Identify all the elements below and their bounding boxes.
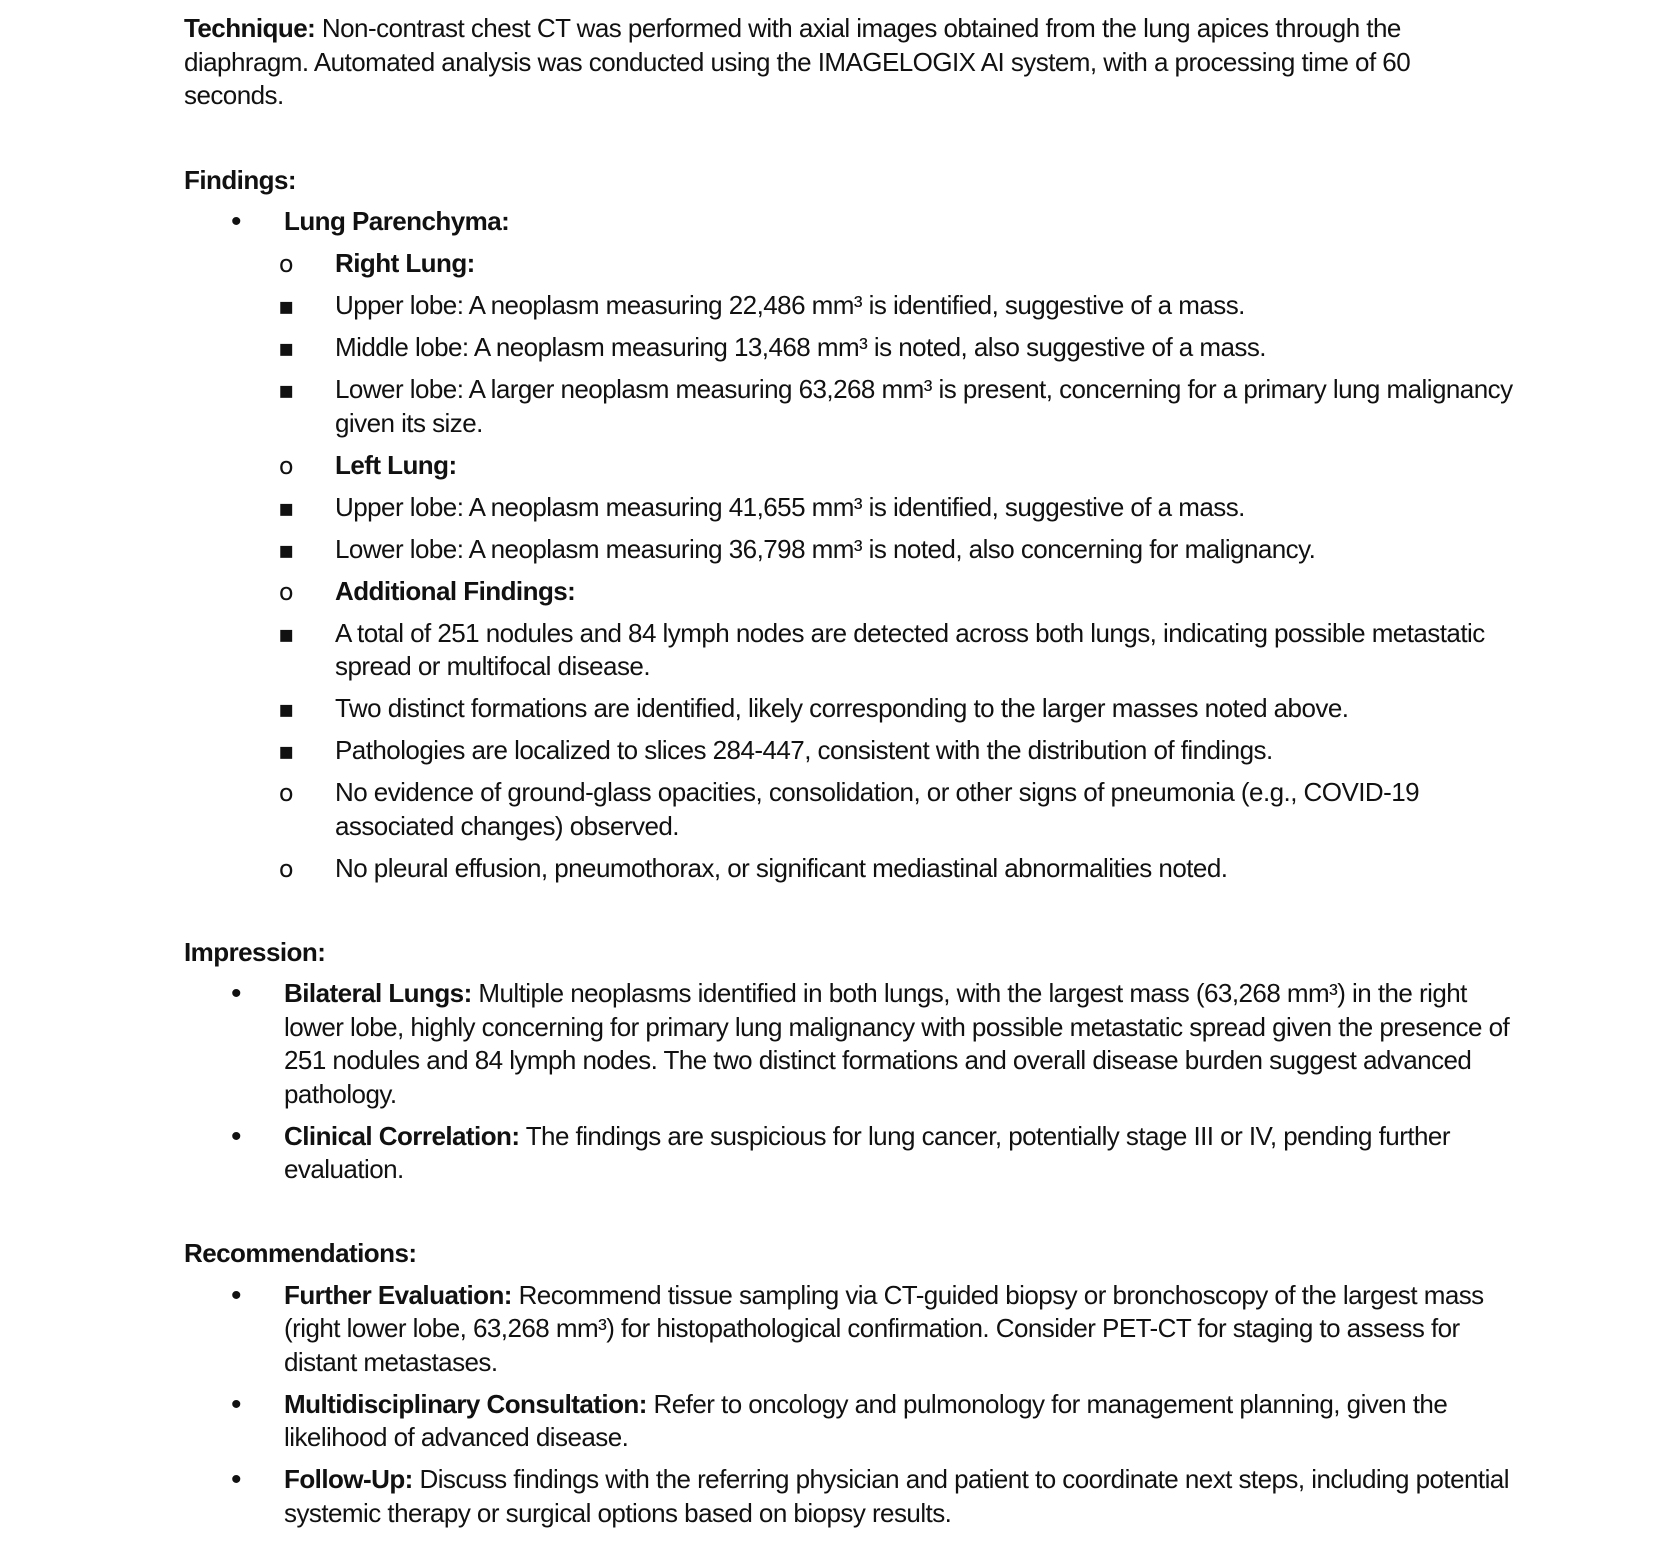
list-item [184, 977, 1514, 1111]
bullet-disc-icon [226, 1463, 246, 1498]
list-item [184, 617, 1514, 684]
list-item [184, 449, 1514, 483]
list-item [184, 533, 1514, 567]
left-lung-label: Left Lung: [335, 449, 457, 480]
list-item [184, 1463, 1514, 1530]
bullet-disc-icon [226, 1279, 246, 1314]
bullet-circle-icon [276, 575, 296, 610]
impression-bilateral-text: Multiple neoplasms identified in both lungs, with the largest mass (63,268 mm³) in the right lower lobe, highly concerning for primary lung malignancy with possible metastatic spread given the presence of 251 nodules and 84 lymph nodes. The two distinct formations and overall disease burden suggest advanced pathology. [284, 978, 1510, 1109]
bullet-circle-icon [276, 449, 296, 484]
bullet-disc-icon [226, 1120, 246, 1155]
technique-text: Non-contrast chest CT was performed with axial images obtained from the lung apices through the diaphragm. Automated analysis was conducted using the IMAGELOGIX AI system, with a processing time of 60 seconds. [184, 13, 1411, 110]
bullet-disc-icon [226, 205, 246, 240]
list-item [184, 289, 1514, 323]
findings-heading: Findings: [184, 164, 297, 195]
right-lung-label: Right Lung: [335, 248, 475, 278]
technique-label: Technique: [184, 13, 316, 43]
list-item [184, 205, 1514, 239]
list-item [184, 734, 1514, 768]
list-item [184, 373, 1514, 440]
bullet-square-icon [276, 491, 296, 526]
list-item [184, 1120, 1514, 1187]
lung-parenchyma-label: Lung Parenchyma: [284, 206, 510, 236]
bullet-square-icon [276, 734, 296, 769]
bullet-square-icon [276, 331, 296, 366]
rec-further-evaluation-text: Recommend tissue sampling via CT-guided biopsy or bronchoscopy of the largest mass (right lower lobe, 63,268 mm³) for histopathological confirmation. Consider PET-CT for staging to assess for distant metastases. [284, 1279, 1484, 1377]
recommendations-heading: Recommendations: [184, 1238, 417, 1268]
rec-multidisciplinary-label: Multidisciplinary Consultation: [284, 1388, 647, 1419]
bullet-circle-icon [276, 852, 296, 887]
rec-multidisciplinary-text: Refer to oncology and pulmonology for management planning, given the likelihood of advanced disease. [284, 1388, 1448, 1452]
bullet-circle-icon [276, 247, 296, 282]
technique-paragraph [184, 12, 1514, 113]
list-item [184, 331, 1514, 365]
impression-clinical-text: The findings are suspicious for lung cancer, potentially stage III or IV, pending further evaluation. [284, 1120, 1450, 1184]
list-item [184, 575, 1514, 609]
rec-follow-up-text: Discuss findings with the referring physician and patient to coordinate next steps, including potential systemic therapy or surgical options based on biopsy results. [284, 1464, 1509, 1528]
additional-formations: Two distinct formations are identified, likely corresponding to the larger masses noted above. [335, 693, 1349, 723]
rec-follow-up-label: Follow-Up: [284, 1464, 413, 1494]
list-item [184, 852, 1514, 886]
list-item [184, 776, 1514, 843]
left-lung-lower-lobe: Lower lobe: A neoplasm measuring 36,798 mm³ is noted, also concerning for malignancy. [335, 533, 1316, 564]
list-item [184, 247, 1514, 281]
bullet-square-icon [276, 533, 296, 568]
impression-clinical-label: Clinical Correlation: [284, 1120, 520, 1151]
impression-bilateral-label: Bilateral Lungs: [284, 978, 472, 1008]
bullet-square-icon [276, 617, 296, 652]
bullet-circle-icon [276, 776, 296, 811]
additional-findings-label: Additional Findings: [335, 575, 576, 606]
impression-heading: Impression: [184, 936, 326, 967]
right-lung-upper-lobe: Upper lobe: A neoplasm measuring 22,486 mm³ is identified, suggestive of a mass. [335, 290, 1245, 320]
left-lung-upper-lobe: Upper lobe: A neoplasm measuring 41,655 mm³ is identified, suggestive of a mass. [335, 491, 1245, 522]
no-pneumonia-finding: No evidence of ground-glass opacities, consolidation, or other signs of pneumonia (e.g., COVID-19 associated changes) observed. [335, 777, 1420, 841]
bullet-disc-icon [226, 1388, 246, 1423]
list-item [184, 491, 1514, 525]
report-document [184, 12, 1514, 1539]
no-pleural-finding: No pleural effusion, pneumothorax, or significant mediastinal abnormalities noted. [335, 852, 1228, 883]
bullet-square-icon [276, 289, 296, 324]
bullet-disc-icon [226, 977, 246, 1012]
bullet-square-icon [276, 373, 296, 408]
bullet-square-icon [276, 692, 296, 727]
additional-slices: Pathologies are localized to slices 284-447, consistent with the distribution of findings. [335, 735, 1273, 765]
right-lung-lower-lobe: Lower lobe: A larger neoplasm measuring 63,268 mm³ is present, concerning for a primary lung malignancy given its size. [335, 374, 1513, 438]
list-item [184, 692, 1514, 726]
right-lung-middle-lobe: Middle lobe: A neoplasm measuring 13,468 mm³ is noted, also suggestive of a mass. [335, 332, 1266, 362]
rec-further-evaluation-label: Further Evaluation: [284, 1279, 512, 1310]
list-item [184, 1279, 1514, 1380]
list-item [184, 1388, 1514, 1455]
additional-nodules: A total of 251 nodules and 84 lymph nodes are detected across both lungs, indicating possible metastatic spread or multifocal disease. [335, 617, 1485, 681]
